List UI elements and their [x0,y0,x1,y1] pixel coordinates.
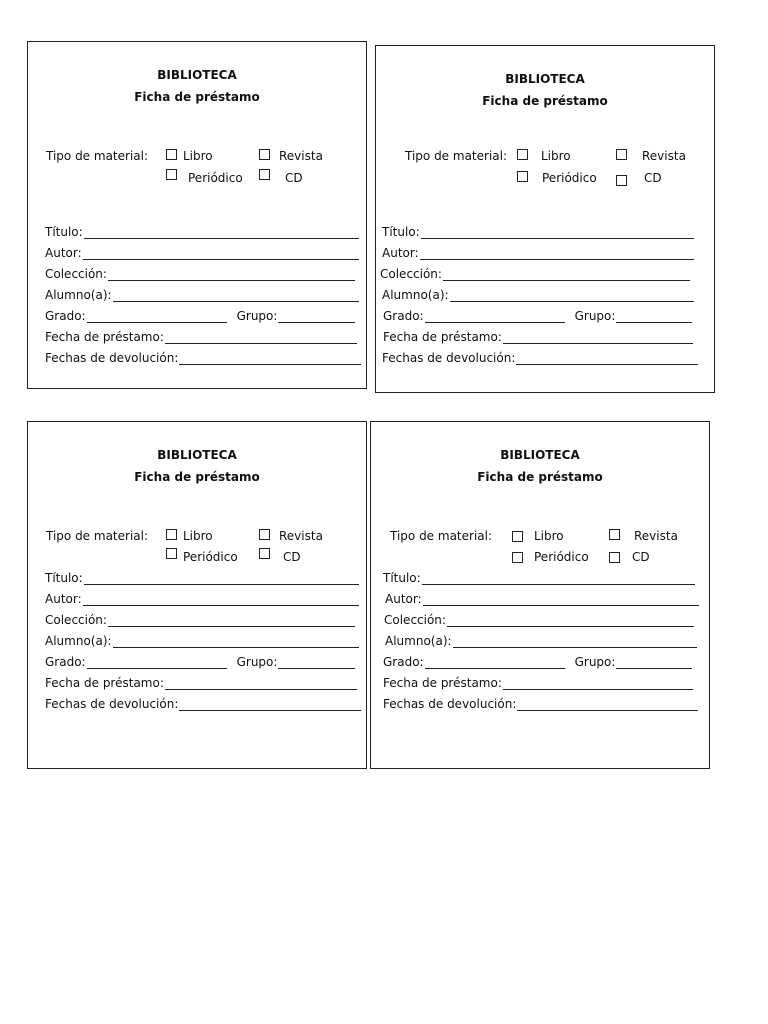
field-fechas-devolucion[interactable]: Fechas de devolución: [45,695,361,711]
checkbox-libro[interactable] [166,529,177,540]
field-fecha-prestamo[interactable]: Fecha de préstamo: [45,328,357,344]
field-grado-grupo[interactable]: Grado: Grupo: [383,307,692,323]
label-cd: CD [285,171,303,185]
field-fecha-prestamo[interactable]: Fecha de préstamo: [383,674,693,690]
field-titulo[interactable]: Título: [45,223,359,239]
card-subheading: Ficha de préstamo [477,470,603,484]
card-heading: BIBLIOTECA [157,68,237,82]
card-subheading: Ficha de préstamo [134,470,260,484]
checkbox-periodico[interactable] [512,552,523,563]
checkbox-cd[interactable] [609,552,620,563]
card-heading: BIBLIOTECA [157,448,237,462]
checkbox-cd[interactable] [259,548,270,559]
label-revista: Revista [634,529,678,543]
label-cd: CD [632,550,650,564]
label-periodico: Periódico [183,550,238,564]
field-alumno[interactable]: Alumno(a): [385,632,697,648]
label-libro: Libro [534,529,564,543]
label-cd: CD [644,171,662,185]
field-titulo[interactable]: Título: [45,569,359,585]
label-revista: Revista [642,149,686,163]
label-revista: Revista [279,149,323,163]
field-alumno[interactable]: Alumno(a): [45,286,359,302]
loan-card-2 [375,45,715,393]
checkbox-revista[interactable] [259,529,270,540]
field-titulo[interactable]: Título: [382,223,694,239]
label-cd: CD [283,550,301,564]
loan-card-1 [27,41,367,389]
field-autor[interactable]: Autor: [45,244,359,260]
card-subheading: Ficha de préstamo [482,94,608,108]
card-heading: BIBLIOTECA [505,72,585,86]
loan-card-3 [27,421,367,769]
field-autor[interactable]: Autor: [45,590,359,606]
checkbox-revista[interactable] [616,149,627,160]
checkbox-revista[interactable] [259,149,270,160]
field-fecha-prestamo[interactable]: Fecha de préstamo: [45,674,357,690]
field-fechas-devolucion[interactable]: Fechas de devolución: [45,349,361,365]
checkbox-cd[interactable] [616,175,627,186]
field-fechas-devolucion[interactable]: Fechas de devolución: [383,695,698,711]
field-coleccion[interactable]: Colección: [45,611,355,627]
material-type-label: Tipo de material: [390,529,493,543]
material-type-label: Tipo de material: [46,529,149,543]
material-type-label: Tipo de material: [405,149,508,163]
field-autor[interactable]: Autor: [382,244,694,260]
checkbox-periodico[interactable] [517,171,528,182]
field-fechas-devolucion[interactable]: Fechas de devolución: [382,349,698,365]
field-alumno[interactable]: Alumno(a): [382,286,694,302]
material-type-label: Tipo de material: [46,149,149,163]
field-alumno[interactable]: Alumno(a): [45,632,359,648]
label-libro: Libro [183,149,213,163]
field-fecha-prestamo[interactable]: Fecha de préstamo: [383,328,693,344]
label-periodico: Periódico [534,550,589,564]
label-revista: Revista [279,529,323,543]
field-grado-grupo[interactable]: Grado: Grupo: [45,307,355,323]
label-libro: Libro [541,149,571,163]
field-grado-grupo[interactable]: Grado: Grupo: [383,653,692,669]
field-coleccion[interactable]: Colección: [380,265,690,281]
checkbox-revista[interactable] [609,529,620,540]
field-autor[interactable]: Autor: [385,590,699,606]
label-libro: Libro [183,529,213,543]
field-coleccion[interactable]: Colección: [384,611,694,627]
checkbox-periodico[interactable] [166,169,177,180]
checkbox-libro[interactable] [517,149,528,160]
card-subheading: Ficha de préstamo [134,90,260,104]
label-periodico: Periódico [188,171,243,185]
checkbox-cd[interactable] [259,169,270,180]
field-titulo[interactable]: Título: [383,569,695,585]
field-coleccion[interactable]: Colección: [45,265,355,281]
label-periodico: Periódico [542,171,597,185]
loan-card-4 [370,421,710,769]
field-grado-grupo[interactable]: Grado: Grupo: [45,653,355,669]
card-heading: BIBLIOTECA [500,448,580,462]
checkbox-libro[interactable] [166,149,177,160]
checkbox-periodico[interactable] [166,548,177,559]
checkbox-libro[interactable] [512,531,523,542]
